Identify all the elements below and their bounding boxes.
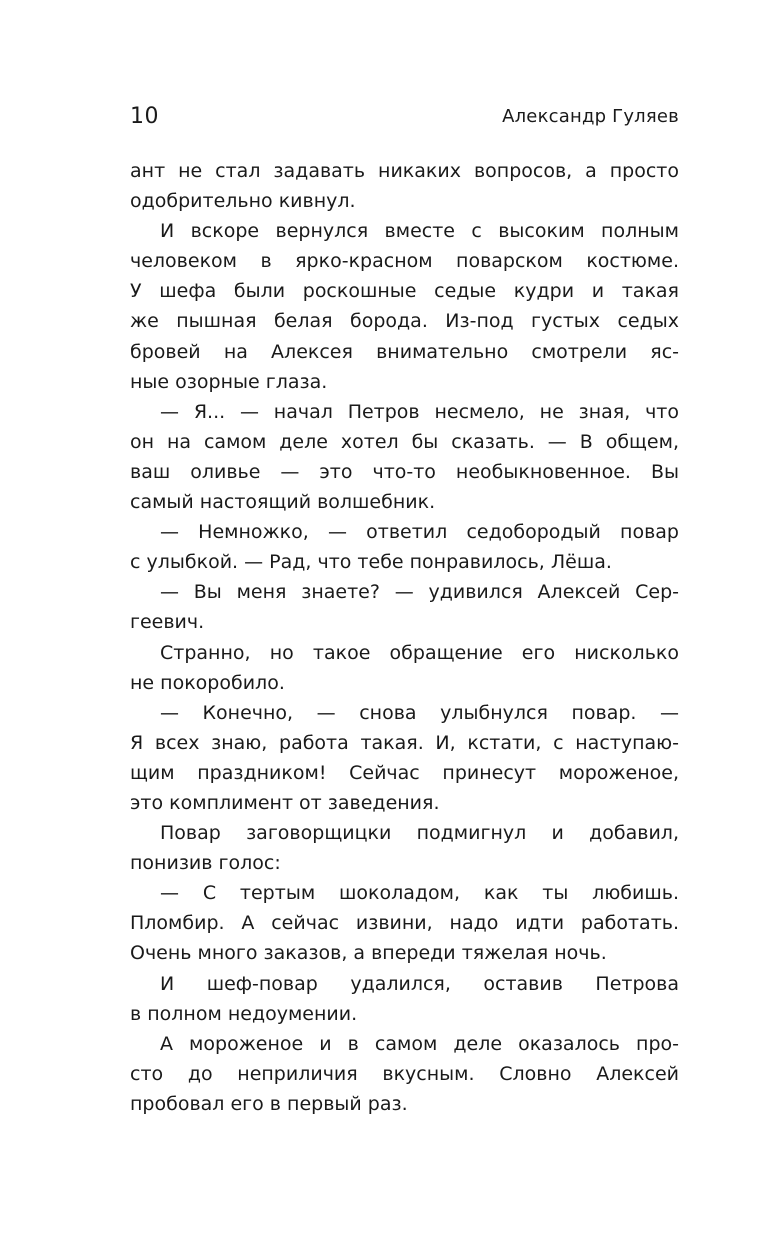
text-line: одобрительно кивнул. (130, 190, 356, 213)
text-line: У шефа были роскошные седые кудри и такая (130, 280, 679, 303)
text-line: не покоробило. (130, 671, 285, 694)
text-line: А мороженое и в самом деле оказалось про- (160, 1032, 679, 1055)
text-line: бровей на Алексея внимательно смотрели яс- (130, 340, 679, 363)
text-line: сто до неприличия вкусным. Словно Алексей (130, 1062, 679, 1085)
text-line: — Немножко, — ответил седобородый повар (160, 521, 679, 544)
text-line: Пломбир. А сейчас извини, надо идти работать. (130, 912, 679, 935)
body-text (130, 156, 679, 1119)
text-line: понизив голос: (130, 852, 281, 875)
text-line: это комплимент от заведения. (130, 791, 440, 814)
text-line: геевич. (130, 611, 205, 634)
text-line: — Конечно, — снова улыбнулся повар. — (160, 701, 679, 724)
page-number: 10 (130, 104, 159, 129)
text-line: он на самом деле хотел бы сказать. — В общем, (130, 430, 679, 453)
text-line: Очень много заказов, а впереди тяжелая ночь. (130, 942, 607, 965)
text-line: самый настоящий волшебник. (130, 491, 436, 514)
text-line: И шеф-повар удалился, оставив Петрова (160, 972, 679, 995)
text-line: пробовал его в первый раз. (130, 1092, 408, 1115)
text-line: И вскоре вернулся вместе с высоким полным (160, 220, 679, 243)
text-line: — С тертым шоколадом, как ты любишь. (160, 882, 679, 905)
text-line: Я всех знаю, работа такая. И, кстати, с наступаю- (130, 731, 679, 754)
text-line: ваш оливье — это что-то необыкновенное. Вы (130, 460, 679, 483)
text-line: — Вы меня знаете? — удивился Алексей Сер- (160, 581, 679, 604)
text-line: в полном недоумении. (130, 1002, 358, 1025)
text-line: Странно, но такое обращение его нисколько (160, 641, 679, 664)
text-line: ные озорные глаза. (130, 370, 328, 393)
text-line: — Я... — начал Петров несмело, не зная, что (160, 400, 679, 423)
text-line: ант не стал задавать никаких вопросов, а просто (130, 160, 679, 182)
text-line: человеком в ярко-красном поварском костюме. (130, 250, 679, 273)
text-line: щим праздником! Сейчас принесут мороженое, (130, 761, 679, 784)
running-head-author: Александр Гуляев (502, 106, 679, 127)
page-header (130, 102, 679, 132)
text-line: Повар заговорщицки подмигнул и добавил, (160, 822, 679, 845)
text-line: же пышная белая борода. Из-под густых седых (130, 310, 679, 333)
text-line: с улыбкой. — Рад, что тебе понравилось, Лёша. (130, 551, 612, 574)
